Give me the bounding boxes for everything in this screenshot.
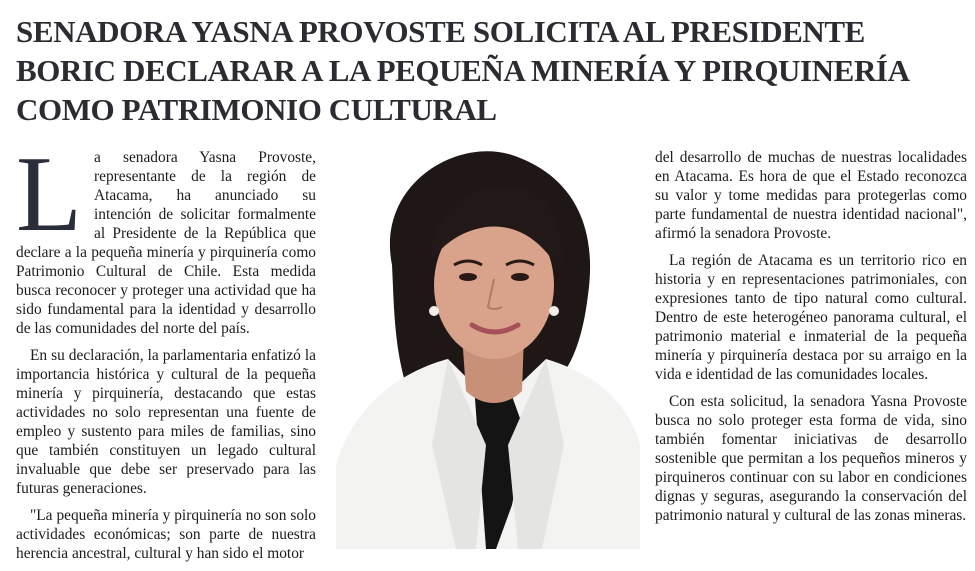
- article-paragraph: Con esta solicitud, la senadora Yasna Provoste busca no solo proteger esta forma de vida, sino también fomentar iniciativas de desarrollo sostenible que permitan a los pequeños mineros y pirquineros continuar con su labor en condiciones dignas y seguras, asegurando la conservación del patrimonio natural y cultural de las zonas mineras.: [655, 393, 967, 524]
- portrait-photo: [336, 145, 640, 549]
- article-paragraph: del desarrollo de muchas de nuestras localidades en Atacama. Es hora de que el Estado reconozca su valor y tome medidas para protegerlas como parte fundamental de nuestra identidad nacional", afirmó la senadora Provoste.: [655, 149, 967, 242]
- article-paragraph-text: a senadora Yasna Provoste, representante de la región de Atacama, ha anunciado su intención de solicitar formalmente al Presidente de la República que declare a la pequeña minería y pirquinería como Patrimonio Cultural de Chile. Esta medida busca reconocer y proteger una actividad que ha sido fundamental para la identidad y desarrollo de las comunidades del norte del país.: [16, 149, 316, 337]
- article-column-left: [16, 135, 316, 571]
- article-paragraph: En su declaración, la parlamentaria enfatizó la importancia histórica y cultural de la pequeña minería y pirquinería, destacando que estas actividades no solo representan una fuente de empleo y sustento para miles de familias, sino que también constituyen un legado cultural invaluable que debe ser preservado para las futuras generaciones.: [16, 347, 316, 497]
- article-headline: SENADORA YASNA PROVOSTE SOLICITA AL PRESIDENTE BORIC DECLARAR A LA PEQUEÑA MINERÍA Y PIRQUINERÍA COMO PATRIMONIO CULTURAL: [16, 14, 908, 127]
- article-paragraph: La región de Atacama es un territorio rico en historia y en representaciones patrimoniales, con expresiones tanto de tipo natural como cultural. Dentro de este heterogéneo panorama cultural, el patrimonio material e inmaterial de la pequeña minería y pirquinería destaca por su arraigo en la vida e identidad de las comunidades locales.: [655, 252, 967, 383]
- article-paragraph: "La pequeña minería y pirquinería no son solo actividades económicas; son parte de nuestra herencia ancestral, cultural y han sido el motor: [16, 507, 316, 562]
- drop-cap: L: [16, 135, 82, 254]
- article-column-right: [655, 148, 967, 533]
- article-paragraph: [16, 135, 316, 338]
